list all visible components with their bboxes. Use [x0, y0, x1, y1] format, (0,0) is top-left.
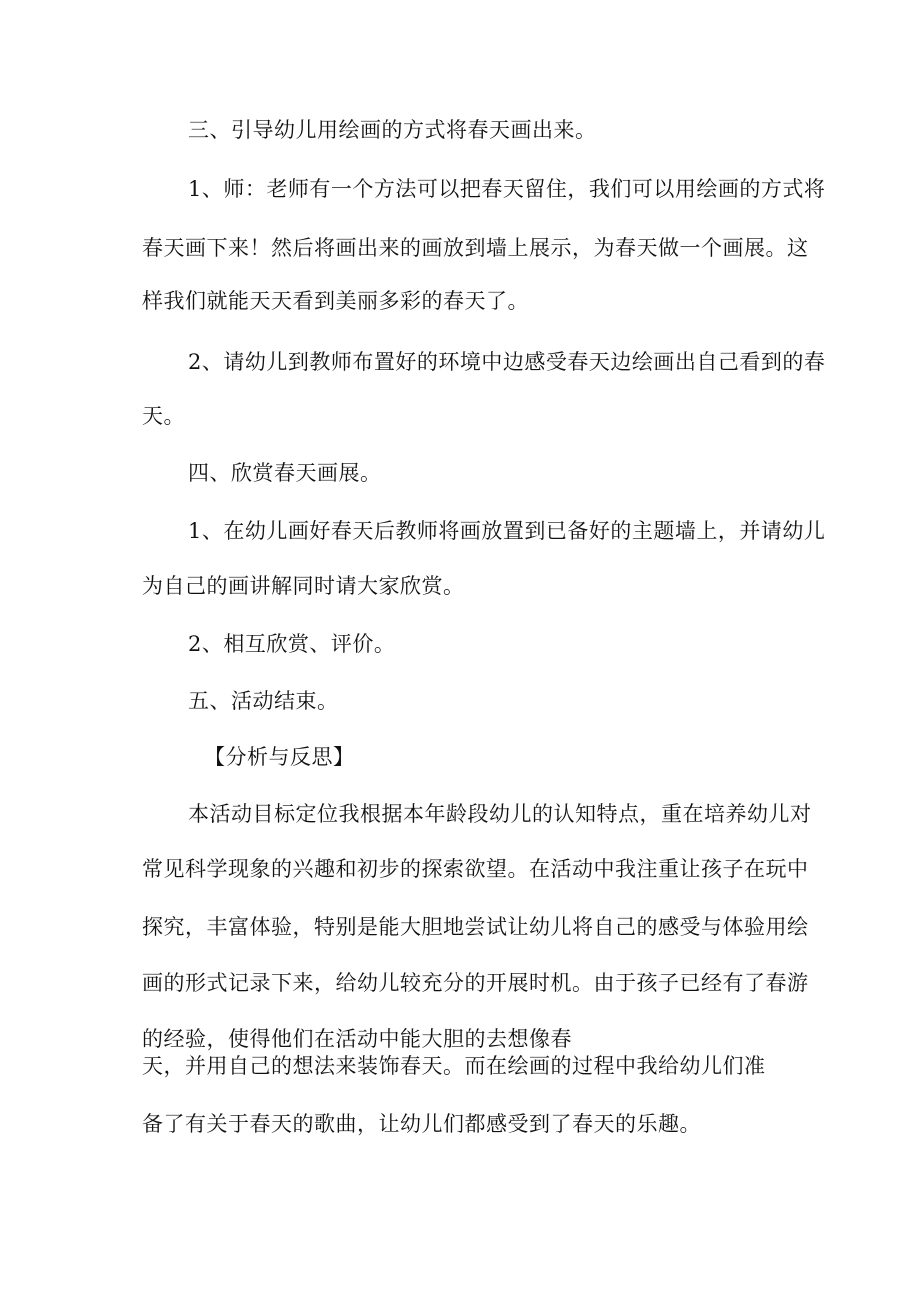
paragraph-line: 探究，丰富体验，特别是能大胆地尝试让幼儿将自己的感受与体验用绘 — [142, 915, 809, 939]
paragraph-line: 为自己的画讲解同时请大家欣赏。 — [142, 574, 465, 598]
paragraph-line: 的经验，使得他们在活动中能大胆的去想像春 — [142, 1027, 572, 1051]
paragraph-line: 天，并用自己的想法来装饰春天。而在绘画的过程中我给幼儿们准 — [142, 1054, 766, 1078]
paragraph-line: 样我们就能天天看到美丽多彩的春天了。 — [142, 289, 529, 313]
paragraph-line: 本活动目标定位我根据本年龄段幼儿的认知特点，重在培养幼儿对 — [188, 802, 812, 826]
paragraph-line: 2、相互欣赏、评价。 — [188, 632, 396, 656]
paragraph-line: 1、师：老师有一个方法可以把春天留住，我们可以用绘画的方式将 — [188, 177, 826, 201]
paragraph-line: 2、请幼儿到教师布置好的环境中边感受春天边绘画出自己看到的春 — [188, 350, 826, 374]
paragraph-line: 常见科学现象的兴趣和初步的探索欲望。在活动中我注重让孩子在玩中 — [142, 857, 809, 881]
heading-section-3: 三、引导幼儿用绘画的方式将春天画出来。 — [188, 118, 597, 142]
heading-section-4: 四、欣赏春天画展。 — [188, 461, 382, 485]
heading-section-5: 五、活动结束。 — [188, 689, 339, 713]
paragraph-line: 备了有关于春天的歌曲，让幼儿们都感受到了春天的乐趣。 — [142, 1112, 701, 1136]
heading-analysis: 【分析与反思】 — [204, 745, 355, 769]
paragraph-line: 天。 — [142, 404, 185, 428]
paragraph-line: 春天画下来！然后将画出来的画放到墙上展示，为春天做一个画展。这 — [142, 236, 809, 260]
paragraph-line: 画的形式记录下来，给幼儿较充分的开展时机。由于孩子已经有了春游 — [142, 971, 809, 995]
paragraph-line: 1、在幼儿画好春天后教师将画放置到已备好的主题墙上，并请幼儿 — [188, 519, 826, 543]
